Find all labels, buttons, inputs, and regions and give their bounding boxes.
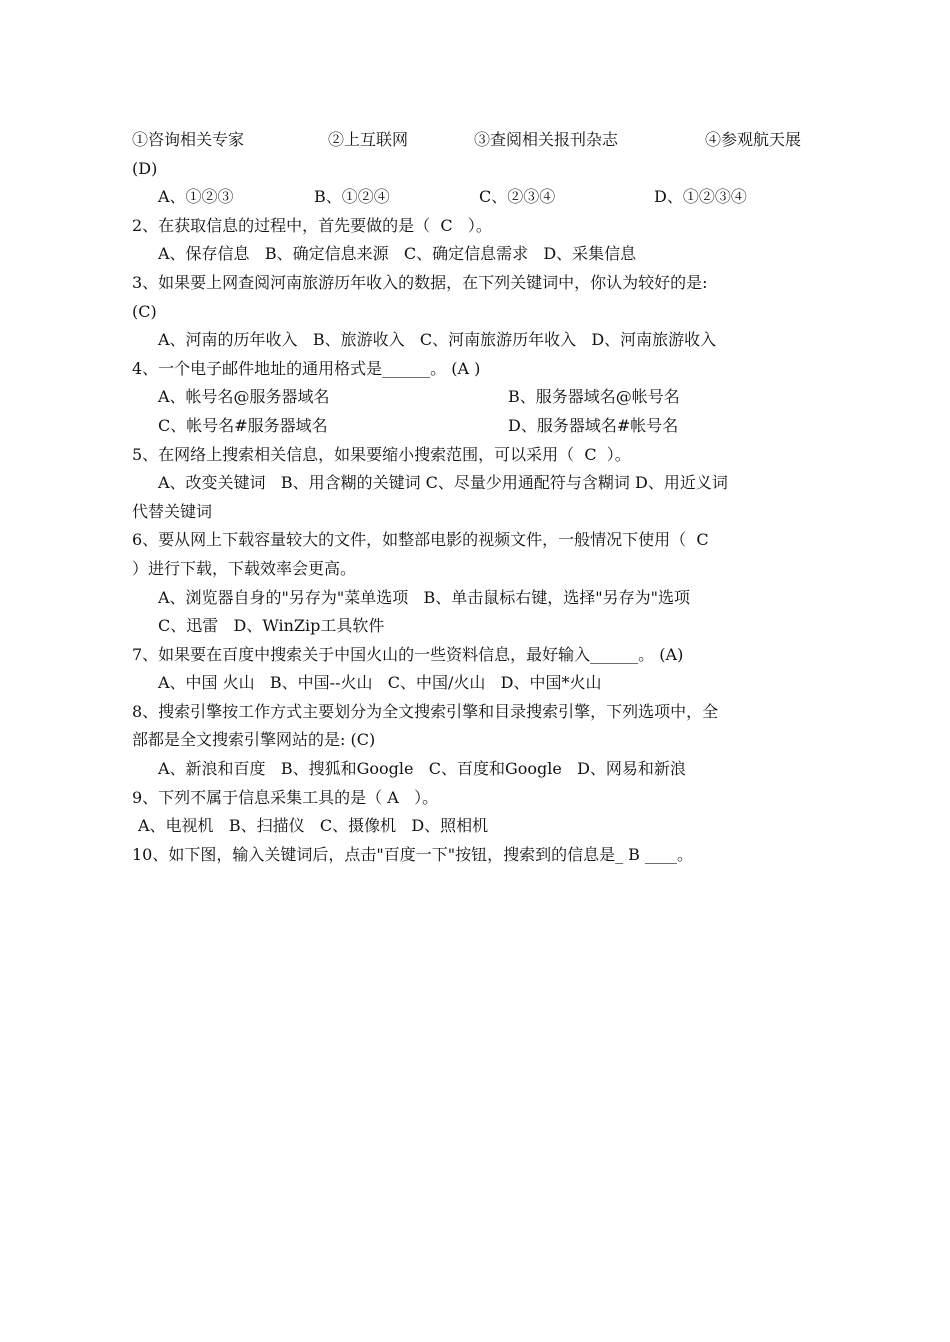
q1-choice-b: B、①②④	[314, 187, 390, 207]
q4-choices-row-1	[132, 383, 822, 412]
q1-option-2: ②上互联网	[328, 130, 409, 149]
q3-answer: (C)	[132, 301, 157, 321]
q9-choices: A、电视机 B、扫描仪 C、摄像机 D、照相机	[138, 816, 489, 836]
q1-choice-d: D、①②③④	[654, 187, 747, 207]
q1-choices-row	[132, 183, 822, 212]
q5-question: 5、在网络上搜索相关信息，如果要缩小搜索范围，可以采用（ C ）。	[132, 444, 631, 464]
q6-choices-line-1: A、浏览器自身的"另存为"菜单选项 B、单击鼠标右键，选择"另存为"选项	[158, 587, 691, 607]
q6-question-line-2: ）进行下载，下载效率会更高。	[132, 558, 357, 578]
question-list	[132, 126, 822, 869]
q9-question: 9、下列不属于信息采集工具的是（ A ）。	[132, 787, 439, 807]
q2-question: 2、在获取信息的过程中，首先要做的是（ C ）。	[132, 215, 492, 235]
q1-option-1: ①咨询相关专家	[132, 130, 245, 149]
q6-question-line-1: 6、要从网上下载容量较大的文件，如整部电影的视频文件，一般情况下使用（ C	[132, 530, 709, 550]
q1-options-row	[132, 126, 822, 155]
q7-question: 7、如果要在百度中搜索关于中国火山的一些资料信息，最好输入______。 (A)	[132, 644, 684, 664]
q4-choice-a: A、帐号名@服务器域名	[158, 387, 330, 407]
q1-option-3: ③查阅相关报刊杂志	[474, 130, 619, 149]
q8-choices: A、新浪和百度 B、搜狐和Google C、百度和Google D、网易和新浪	[158, 759, 686, 779]
q7-choices: A、中国 火山 B、中国--火山 C、中国/火山 D、中国*火山	[158, 673, 602, 693]
q4-choice-c: C、帐号名#服务器域名	[158, 415, 328, 435]
q4-choice-d: D、服务器域名#帐号名	[508, 415, 679, 435]
q6-choices-line-2: C、迅雷 D、WinZip工具软件	[158, 616, 385, 636]
q3-choices: A、河南的历年收入 B、旅游收入 C、河南旅游历年收入 D、河南旅游收入	[158, 330, 717, 350]
q5-choices-line-1: A、改变关键词 B、用含糊的关键词 C、尽量少用通配符与含糊词 D、用近义词	[158, 473, 728, 493]
q1-choice-c: C、②③④	[479, 187, 556, 207]
q8-question-line-1: 8、搜索引擎按工作方式主要划分为全文搜索引擎和目录搜索引擎，下列选项中，全	[132, 701, 719, 721]
q8-question-line-2: 部都是全文搜索引擎网站的是: (C)	[132, 730, 376, 750]
q3-question: 3、如果要上网查阅河南旅游历年收入的数据，在下列关键词中，你认为较好的是:	[132, 272, 708, 292]
q4-choice-b: B、服务器域名@帐号名	[508, 387, 680, 407]
q2-choices: A、保存信息 B、确定信息来源 C、确定信息需求 D、采集信息	[158, 244, 637, 264]
q4-question: 4、一个电子邮件地址的通用格式是______。 (A )	[132, 358, 481, 378]
q4-choices-row-2	[132, 412, 822, 441]
q1-choice-a: A、①②③	[158, 187, 234, 207]
q1-answer: (D)	[132, 158, 158, 178]
q10-question: 10、如下图，输入关键词后，点击"百度一下"按钮，搜索到的信息是_ B ____。	[132, 844, 694, 864]
q1-option-4: ④参观航天展	[705, 130, 802, 149]
q5-choices-line-2: 代替关键词	[132, 501, 213, 521]
